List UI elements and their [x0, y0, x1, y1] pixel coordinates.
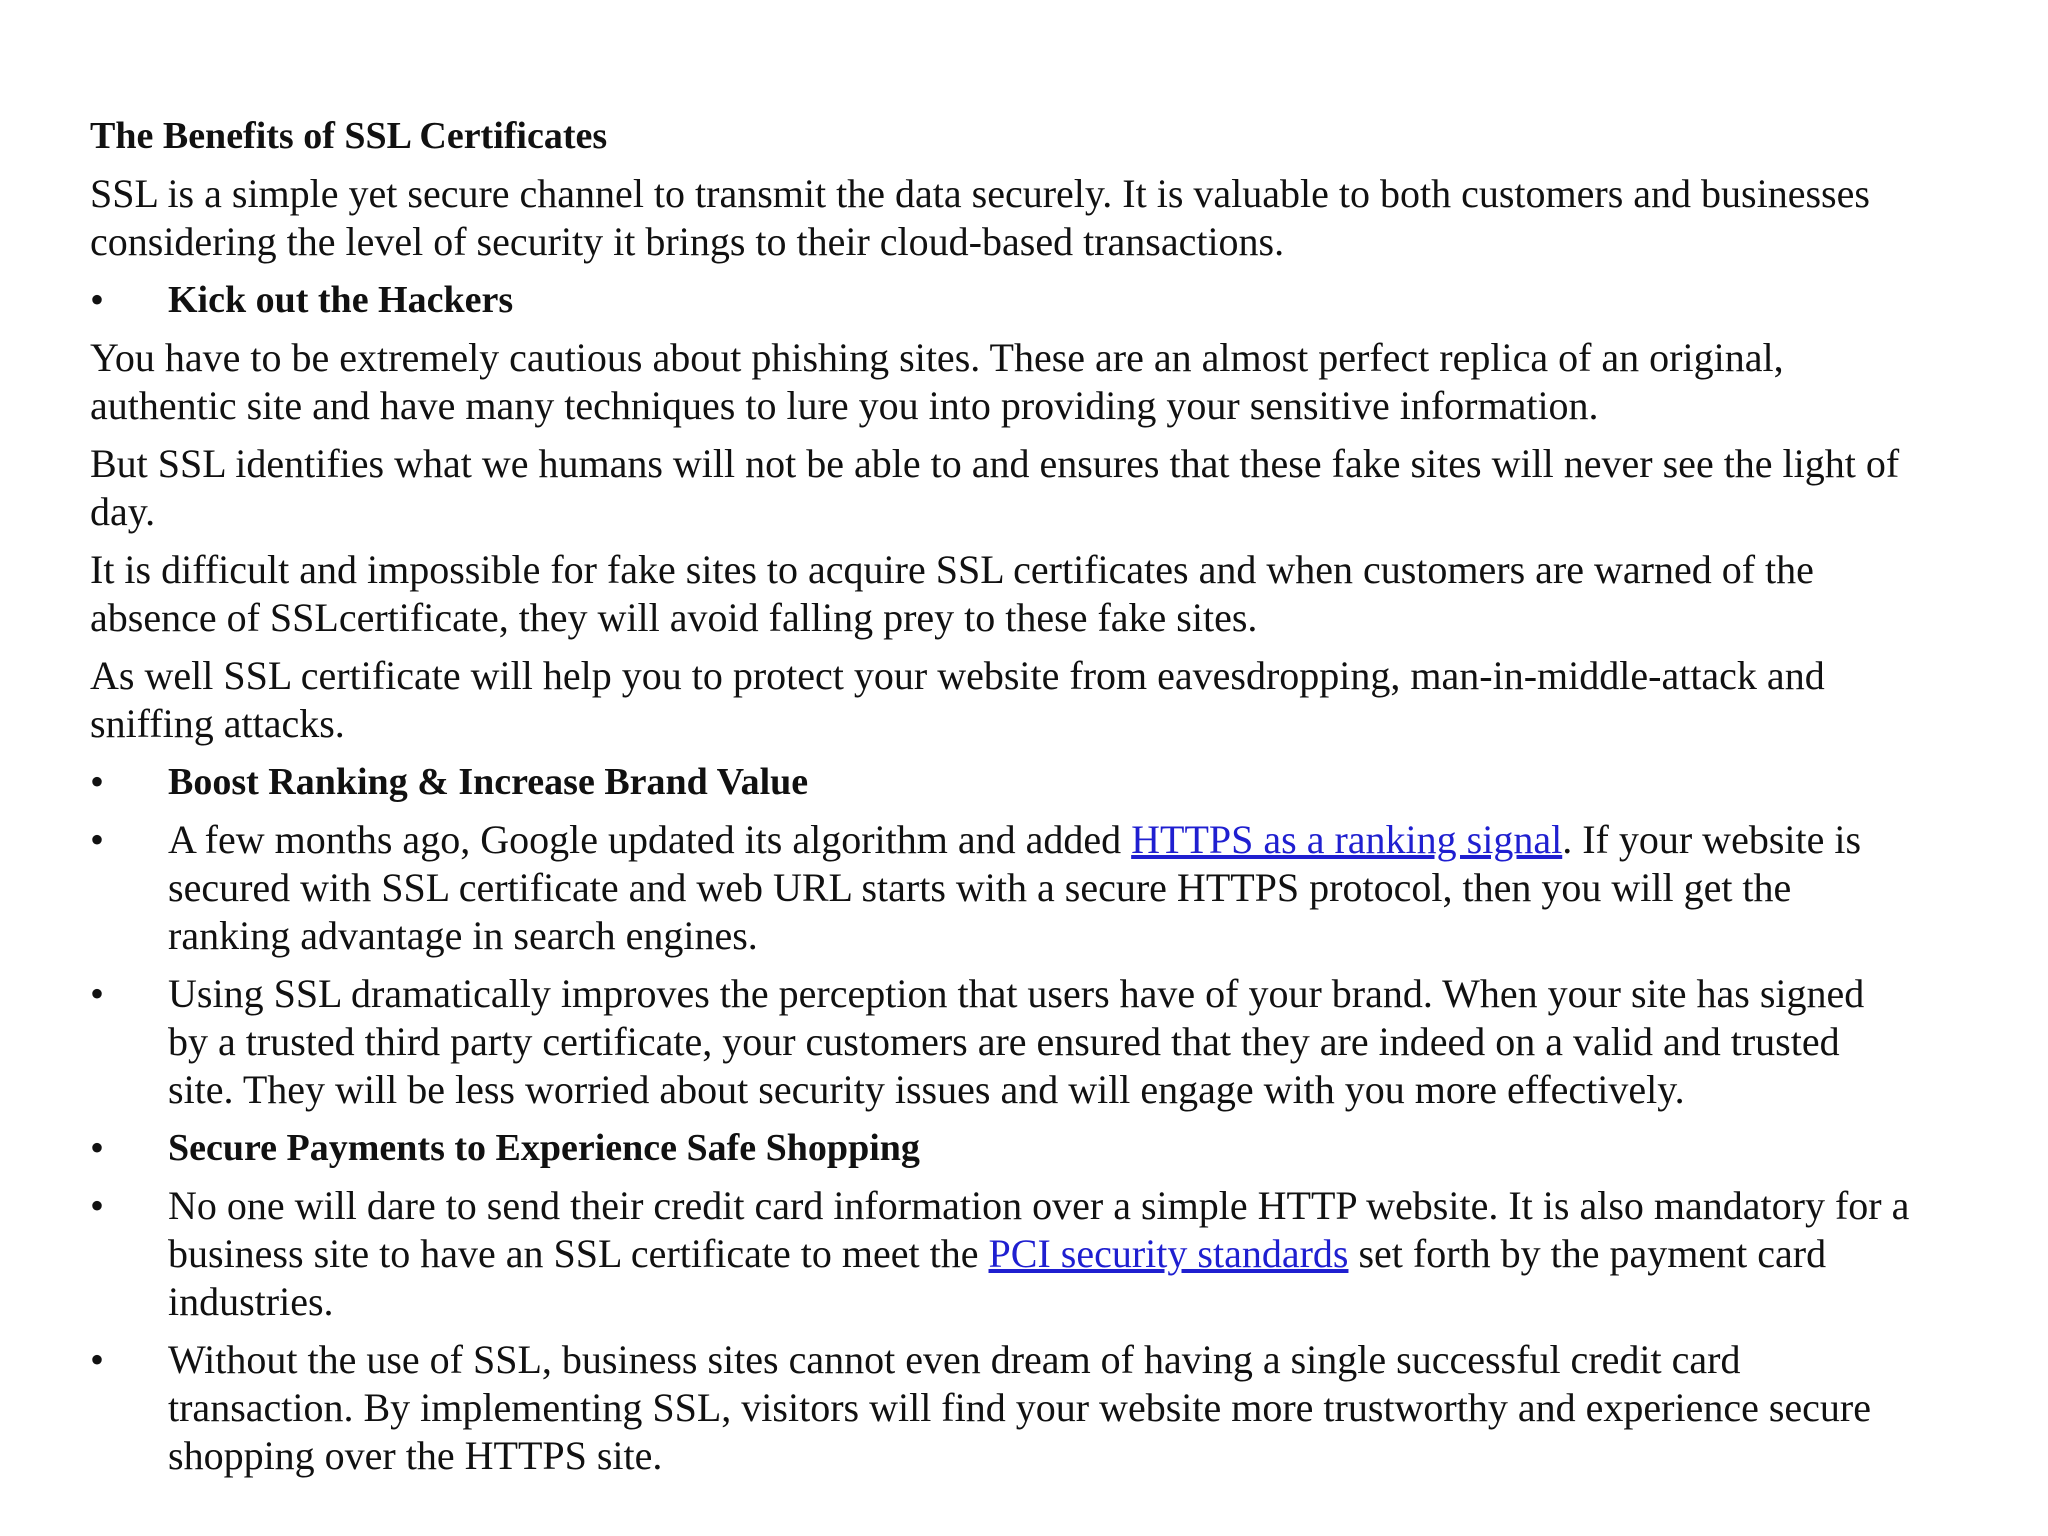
- list-item-text: [168, 816, 1910, 960]
- bullet-icon: •: [90, 1183, 105, 1228]
- bullet-icon: •: [90, 759, 105, 804]
- list-item-text: [168, 1182, 1910, 1326]
- bullet-icon: •: [90, 1125, 105, 1170]
- section-heading-ranking: [90, 758, 1910, 806]
- text-after-link: . If your website is secured with SSL certificate and web URL starts with a secure HTTPS protocol, then you will get the ranking advantage in search engines.: [168, 817, 1862, 958]
- list-item-successful-transaction: [90, 1336, 1910, 1480]
- bullet-icon: •: [90, 277, 105, 322]
- https-ranking-signal-link[interactable]: HTTPS as a ranking signal: [1131, 817, 1563, 862]
- bullet-icon: •: [90, 971, 105, 1016]
- section-heading-label: Kick out the Hackers: [168, 279, 514, 321]
- intro-paragraph: SSL is a simple yet secure channel to transmit the data securely. It is valuable to both customers and businesses considering the level of security it brings to their cloud-based transactions.: [90, 171, 1870, 264]
- bullet-icon: •: [90, 817, 105, 862]
- paragraph-phishing: You have to be extremely cautious about phishing sites. These are an almost perfect replica of an original, authentic site and have many techniques to lure you into providing your sensitive information.: [90, 335, 1784, 428]
- text-before-link: A few months ago, Google updated its algorithm and added: [168, 817, 1132, 862]
- paragraph-fake-sites: It is difficult and impossible for fake sites to acquire SSL certificates and when customers are warned of the absence of SSLcertificate, they will avoid falling prey to these fake sites.: [90, 547, 1814, 640]
- paragraph-ssl-identifies: But SSL identifies what we humans will not be able to and ensures that these fake sites will never see the light of day.: [90, 441, 1900, 534]
- list-item-brand-perception: [90, 970, 1910, 1114]
- list-item-credit-card: [90, 1182, 1910, 1326]
- list-item-text: Using SSL dramatically improves the perception that users have of your brand. When your site has signed by a trusted third party certificate, your customers are ensured that they are indeed on a valid and trusted site. They will be less worried about security issues and will engage with you more effectively.: [168, 971, 1865, 1112]
- section-heading-label: Boost Ranking & Increase Brand Value: [168, 761, 809, 803]
- pci-security-standards-link[interactable]: PCI security standards: [988, 1231, 1349, 1276]
- bullet-icon: •: [90, 1337, 105, 1382]
- text-after-link: set forth by the payment card industries.: [168, 1231, 1827, 1324]
- text-before-link: No one will dare to send their credit card information over a simple HTTP website. It is also mandatory for a business site to have an SSL certificate to meet the: [168, 1183, 1910, 1276]
- page-title: The Benefits of SSL Certificates: [90, 115, 608, 157]
- list-item-google-algorithm: [90, 816, 1910, 960]
- list-item-text: Without the use of SSL, business sites cannot even dream of having a single successful credit card transaction. By implementing SSL, visitors will find your website more trustworthy and experience secure shopping over the HTTPS site.: [168, 1337, 1871, 1478]
- paragraph-eavesdropping: As well SSL certificate will help you to protect your website from eavesdropping, man-in-middle-attack and sniffing attacks.: [90, 653, 1825, 746]
- section-heading-label: Secure Payments to Experience Safe Shopping: [168, 1127, 920, 1169]
- section-heading-hackers: [90, 276, 1910, 324]
- section-heading-payments: [90, 1124, 1910, 1172]
- document-page: [90, 112, 1910, 1490]
